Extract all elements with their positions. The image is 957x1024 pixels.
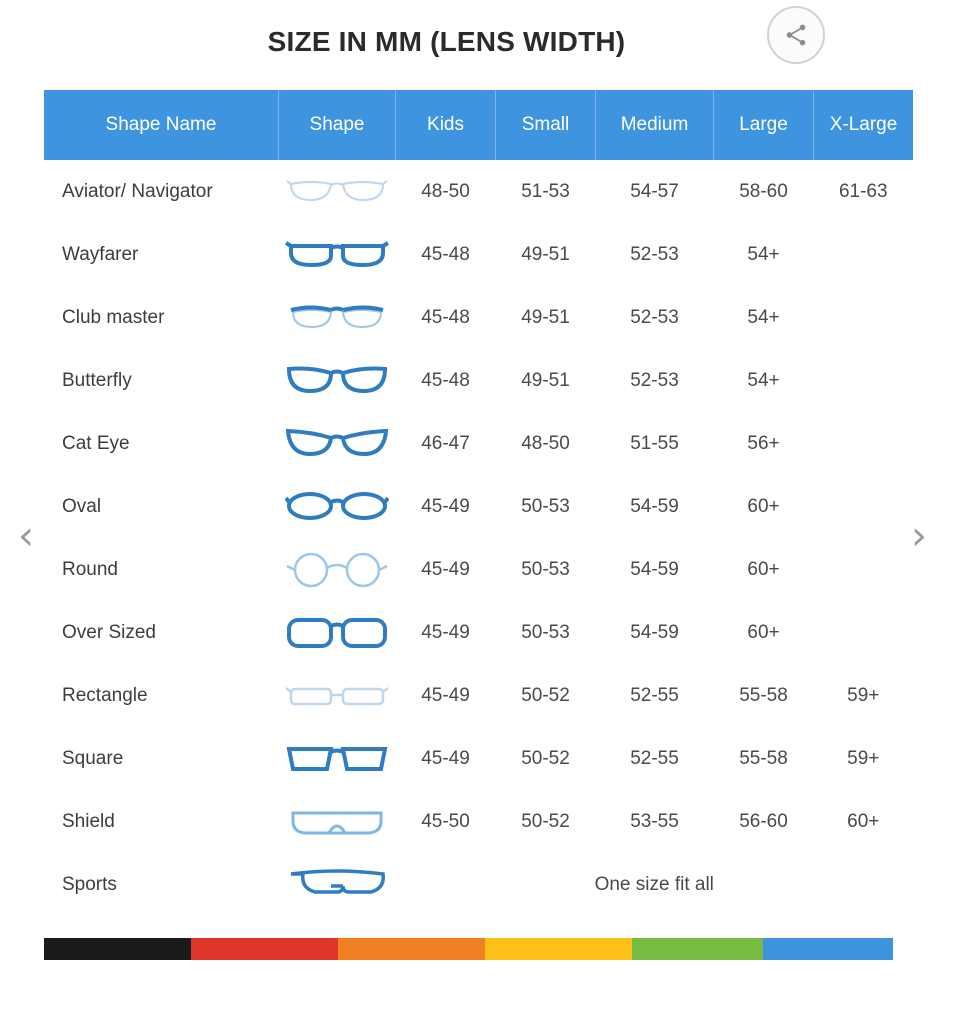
cell-xlarge: 59+ [814,727,914,790]
cell-large: 56-60 [714,790,814,853]
shield-glasses-icon [279,790,396,853]
cell-small: 49-51 [496,349,596,412]
table-header-row [44,90,913,160]
cell-medium: 52-53 [596,223,714,286]
row-label: Rectangle [44,664,279,727]
table-row [44,727,913,790]
oversized-glasses-icon [279,601,396,664]
cell-small: 49-51 [496,286,596,349]
cell-large: 54+ [714,286,814,349]
next-arrow-icon[interactable]: › [911,513,927,559]
cell-large: 54+ [714,223,814,286]
table-row [44,475,913,538]
row-label: Over Sized [44,601,279,664]
cell-xlarge [814,601,914,664]
color-bar-segment-orange [338,938,485,960]
cell-medium: 52-53 [596,286,714,349]
butterfly-glasses-icon [279,349,396,412]
cell-kids: 45-49 [396,601,496,664]
round-glasses-icon [279,538,396,601]
table-row [44,790,913,853]
table-row [44,412,913,475]
table-row [44,664,913,727]
prev-arrow-icon[interactable]: ‹ [18,513,34,559]
cell-xlarge: 61-63 [814,160,914,223]
cell-kids: 45-48 [396,349,496,412]
row-label: Oval [44,475,279,538]
cell-xlarge [814,223,914,286]
column-header-large: Large [714,90,814,160]
cell-large: 55-58 [714,727,814,790]
cell-small: 50-53 [496,601,596,664]
column-header-shape: Shape [279,90,396,160]
table-row [44,538,913,601]
table-row [44,349,913,412]
cell-medium: 54-59 [596,601,714,664]
cell-kids: 45-49 [396,664,496,727]
size-chart-table [44,90,913,916]
cell-medium: 52-55 [596,727,714,790]
row-label: Wayfarer [44,223,279,286]
rectangle-glasses-icon [279,664,396,727]
cell-small: 48-50 [496,412,596,475]
row-label: Club master [44,286,279,349]
cell-small: 50-52 [496,790,596,853]
cell-medium: 51-55 [596,412,714,475]
cateye-glasses-icon [279,412,396,475]
clubmaster-glasses-icon [279,286,396,349]
cell-xlarge [814,475,914,538]
cell-kids: 45-48 [396,286,496,349]
table-row [44,160,913,223]
color-bar-segment-yellow [485,938,632,960]
color-bar-segment-red [191,938,338,960]
table-body [44,160,913,916]
row-label: Shield [44,790,279,853]
row-label: Square [44,727,279,790]
row-label: Butterfly [44,349,279,412]
cell-one-size: One size fit all [396,853,914,916]
table-row [44,286,913,349]
row-label: Aviator/ Navigator [44,160,279,223]
table-row [44,853,913,916]
cell-medium: 52-53 [596,349,714,412]
square-glasses-icon [279,727,396,790]
column-header-small: Small [496,90,596,160]
cell-large: 54+ [714,349,814,412]
row-label: Cat Eye [44,412,279,475]
cell-xlarge [814,286,914,349]
wayfarer-glasses-icon [279,223,396,286]
cell-large: 55-58 [714,664,814,727]
cell-kids: 46-47 [396,412,496,475]
cell-kids: 45-49 [396,475,496,538]
cell-large: 60+ [714,538,814,601]
column-header-xlarge: X-Large [814,90,914,160]
cell-kids: 45-48 [396,223,496,286]
cell-large: 60+ [714,601,814,664]
color-bar-segment-blue [763,938,893,960]
cell-medium: 54-59 [596,538,714,601]
cell-small: 51-53 [496,160,596,223]
cell-medium: 53-55 [596,790,714,853]
aviator-glasses-icon [279,160,396,223]
color-bar [44,938,893,960]
cell-kids: 45-50 [396,790,496,853]
cell-medium: 54-59 [596,475,714,538]
cell-small: 50-53 [496,475,596,538]
table-header [44,90,913,160]
row-label: Sports [44,853,279,916]
share-icon [783,22,809,48]
cell-xlarge [814,412,914,475]
table-row [44,601,913,664]
cell-large: 58-60 [714,160,814,223]
cell-kids: 45-49 [396,538,496,601]
table-row [44,223,913,286]
cell-large: 60+ [714,475,814,538]
cell-xlarge [814,538,914,601]
color-bar-segment-green [632,938,762,960]
cell-small: 50-52 [496,727,596,790]
cell-large: 56+ [714,412,814,475]
cell-kids: 48-50 [396,160,496,223]
row-label: Round [44,538,279,601]
cell-xlarge: 60+ [814,790,914,853]
oval-glasses-icon [279,475,396,538]
page-title: SIZE IN MM (LENS WIDTH) [267,26,626,57]
cell-small: 50-53 [496,538,596,601]
share-button[interactable] [767,6,825,64]
column-header-medium: Medium [596,90,714,160]
cell-kids: 45-49 [396,727,496,790]
cell-small: 50-52 [496,664,596,727]
column-header-shape-name: Shape Name [44,90,279,160]
cell-xlarge [814,349,914,412]
color-bar-segment-black [44,938,191,960]
cell-medium: 54-57 [596,160,714,223]
sports-glasses-icon [279,853,396,916]
cell-xlarge: 59+ [814,664,914,727]
cell-medium: 52-55 [596,664,714,727]
cell-small: 49-51 [496,223,596,286]
column-header-kids: Kids [396,90,496,160]
